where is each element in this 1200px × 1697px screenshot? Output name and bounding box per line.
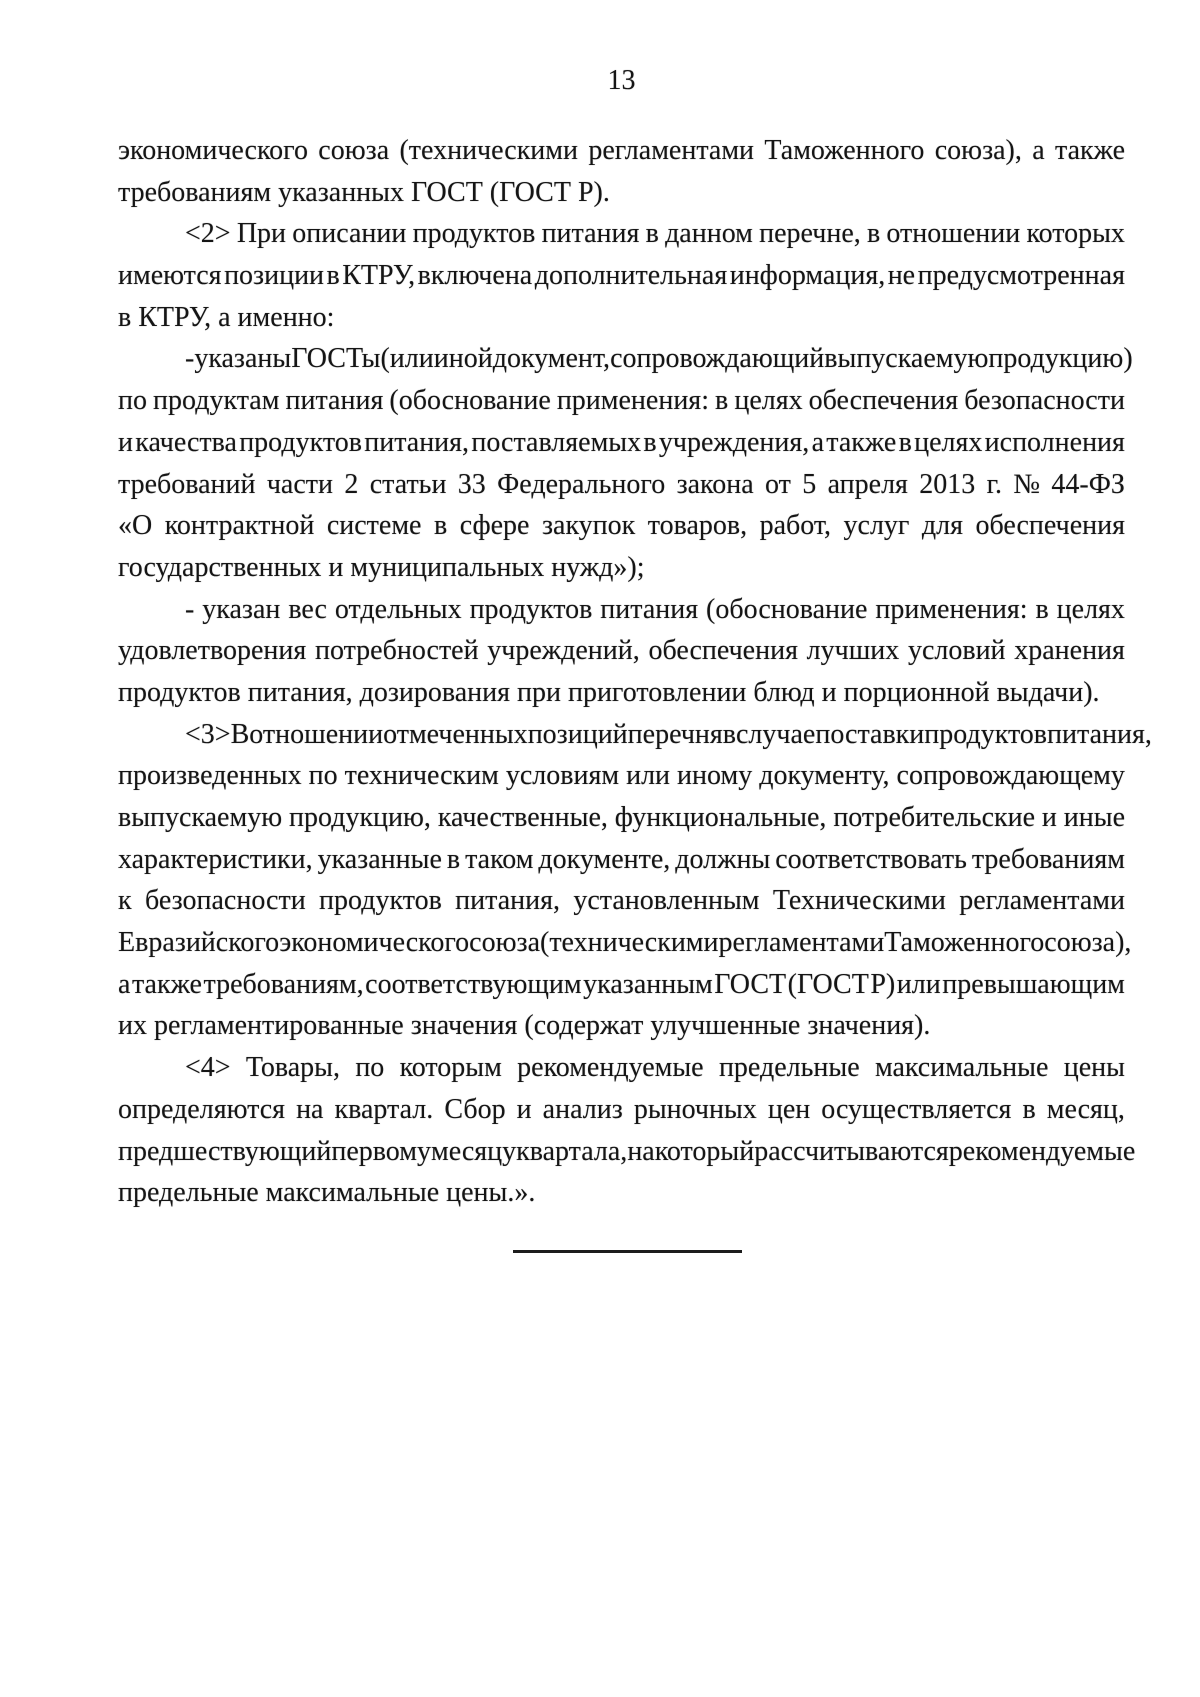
text-line: <4> Товары, по которым рекомендуемые предельные максимальные цены	[185, 1052, 1125, 1084]
text-line: а также требованиям, соответствующим указанным ГОСТ (ГОСТ Р) или превышающим	[118, 968, 1125, 1000]
text-line: предшествующий первому месяцу квартала, на который рассчитываются рекомендуемые	[118, 1135, 1136, 1167]
text-line: <2> При описании продуктов питания в данном перечне, в отношении которых	[185, 218, 1125, 250]
text-line: предельные максимальные цены.».	[118, 1177, 536, 1209]
text-line: Евразийского экономического союза (техническими регламентами Таможенного союза),	[118, 927, 1132, 959]
paragraph	[118, 338, 1133, 588]
text-line: характеристики, указанные в таком документе, должны соответствовать требованиям	[118, 843, 1125, 875]
text-line: определяются на квартал. Сбор и анализ рыночных цен осуществляется в месяц,	[118, 1093, 1125, 1125]
document-body	[118, 130, 1152, 1214]
paragraph	[118, 1047, 1136, 1214]
text-line: удовлетворения потребностей учреждений, обеспечения лучших условий хранения	[118, 635, 1125, 667]
text-line: продуктов питания, дозирования при приготовлении блюд и порционной выдачи).	[118, 676, 1100, 708]
paragraph	[118, 714, 1152, 1048]
paragraph	[118, 589, 1125, 714]
page-number: 13	[607, 65, 636, 96]
text-line: и качества продуктов питания, поставляемых в учреждения, а также в целях исполнения	[118, 426, 1125, 458]
text-line: <3> В отношении отмеченных позиций перечня в случае поставки продуктов питания,	[185, 718, 1152, 750]
text-line: требований части 2 статьи 33 Федерального закона от 5 апреля 2013 г. № 44-ФЗ	[118, 468, 1125, 500]
text-line: государственных и муниципальных нужд»);	[118, 551, 645, 583]
paragraph	[118, 213, 1125, 338]
text-line: в КТРУ, а именно:	[118, 301, 335, 333]
paragraph	[118, 130, 1125, 213]
section-divider-rule	[513, 1250, 742, 1253]
text-line: произведенных по техническим условиям или иному документу, сопровождающему	[118, 760, 1125, 792]
text-line: их регламентированные значения (содержат улучшенные значения).	[118, 1010, 931, 1042]
text-line: - указаны ГОСТы (или иной документ, сопровождающий выпускаемую продукцию)	[185, 343, 1133, 375]
text-line: - указан вес отдельных продуктов питания (обоснование применения: в целях	[185, 593, 1125, 625]
text-line: по продуктам питания (обоснование применения: в целях обеспечения безопасности	[118, 385, 1125, 417]
text-line: имеются позиции в КТРУ, включена дополнительная информация, не предусмотренная	[118, 260, 1125, 292]
text-line: «О контрактной системе в сфере закупок товаров, работ, услуг для обеспечения	[118, 510, 1125, 542]
text-line: экономического союза (техническими регламентами Таможенного союза), а также	[118, 135, 1125, 166]
text-line: требованиям указанных ГОСТ (ГОСТ Р).	[118, 176, 610, 208]
text-line: к безопасности продуктов питания, установленным Техническими регламентами	[118, 885, 1125, 917]
text-line: выпускаемую продукцию, качественные, функциональные, потребительские и иные	[118, 802, 1125, 833]
